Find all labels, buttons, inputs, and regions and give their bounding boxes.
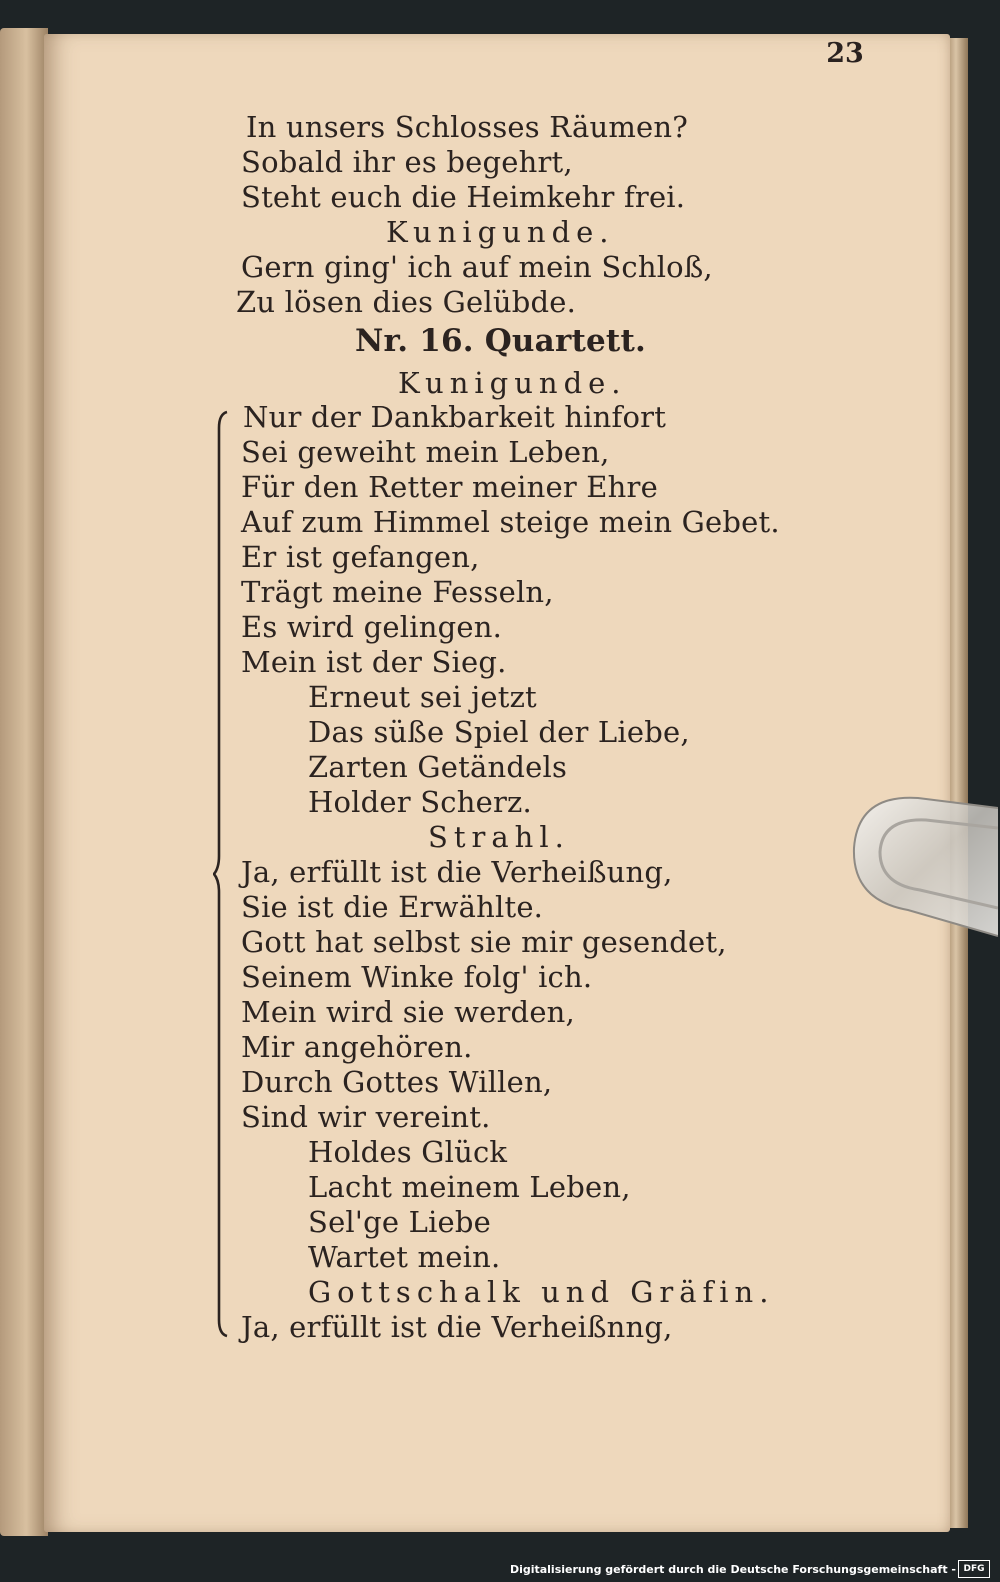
text-line: Zarten Getändels [308, 750, 568, 784]
text-line: Das süße Spiel der Liebe, [308, 715, 690, 749]
speaker-name: Kunigunde. [386, 215, 615, 249]
text-line: Seinem Winke folg' ich. [241, 960, 593, 994]
text-line: Nur der Dankbarkeit hinfort [243, 400, 667, 434]
text-line: In unsers Schlosses Räumen? [246, 110, 689, 144]
curly-brace-mark [213, 410, 229, 1338]
text-line: Ja, erfüllt ist die Verheißnng, [241, 1310, 673, 1344]
text-line: Holder Scherz. [308, 785, 532, 819]
page-stack-edge [948, 38, 968, 1528]
speaker-name: Gottschalk und Gräfin. [308, 1275, 775, 1309]
text-line: Sei geweiht mein Leben, [241, 435, 610, 469]
text-line: Ja, erfüllt ist die Verheißung, [241, 855, 673, 889]
section-heading: Nr. 16. Quartett. [355, 323, 646, 359]
text-line: Mein wird sie werden, [241, 995, 575, 1029]
text-line: Holdes Glück [308, 1135, 508, 1169]
text-line: Durch Gottes Willen, [241, 1065, 553, 1099]
speaker-name: Kunigunde. [398, 366, 627, 400]
text-line: Zu lösen dies Gelübde. [236, 285, 577, 319]
text-line: Für den Retter meiner Ehre [241, 470, 658, 504]
text-line: Gott hat selbst sie mir gesendet, [241, 925, 727, 959]
digitization-credit: Digitalisierung gefördert durch die Deutsche Forschungsgemeinschaft - [509, 1563, 956, 1576]
text-line: Erneut sei jetzt [308, 680, 537, 714]
text-line: Es wird gelingen. [241, 610, 502, 644]
text-line: Sind wir vereint. [241, 1100, 491, 1134]
text-line: Mir angehören. [241, 1030, 473, 1064]
text-line: Auf zum Himmel steige mein Gebet. [241, 505, 780, 539]
text-line: Lacht meinem Leben, [308, 1170, 631, 1204]
page-clip [848, 790, 998, 950]
text-line: Er ist gefangen, [241, 540, 480, 574]
dfg-logo: DFG [958, 1560, 990, 1578]
text-line: Steht euch die Heimkehr frei. [241, 180, 686, 214]
speaker-name: Strahl. [428, 820, 570, 854]
text-line: Sobald ihr es begehrt, [241, 145, 573, 179]
text-line: Trägt meine Fesseln, [241, 575, 554, 609]
text-line: Mein ist der Sieg. [241, 645, 507, 679]
text-line: Gern ging' ich auf mein Schloß, [241, 250, 713, 284]
text-line: Sie ist die Erwählte. [241, 890, 544, 924]
page-number: 23 [826, 38, 864, 69]
text-line: Wartet mein. [308, 1240, 501, 1274]
previous-page-edge [0, 28, 48, 1536]
text-line: Sel'ge Liebe [308, 1205, 492, 1239]
